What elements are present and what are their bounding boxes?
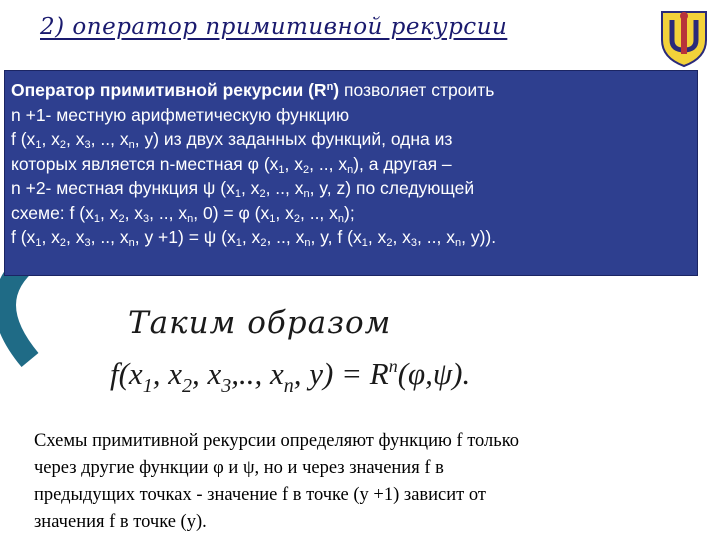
definition-line-4: которых является n-местная φ ($x_1$, $x_2$, .., $x_n$), а другая – bbox=[11, 153, 452, 176]
slide-title: 2) оператор примитивной рекурсии bbox=[40, 14, 508, 40]
definition-line-1: Оператор примитивной рекурсии $(R^n)$ позволяет строить bbox=[11, 80, 495, 100]
explanation-paragraph bbox=[34, 428, 694, 536]
definition-line-6: схеме: f ($x_1$, $x_2$, $x_3$, .., $x_n$, 0) = φ ($x_1$, $x_2$, .., $x_n$); bbox=[11, 202, 355, 225]
university-logo bbox=[656, 6, 712, 68]
definition-line-2: n +1- местную арифметическую функцию bbox=[11, 104, 350, 125]
explanation-line-3: предыдущих точках - значение f в точке (y +1) зависит от bbox=[34, 485, 486, 505]
explanation-line-4: значения f в точке (y). bbox=[34, 512, 207, 532]
explanation-line-1: Схемы примитивной рекурсии определяют функцию f только bbox=[34, 431, 520, 451]
definition-line-3: f ($x_1$, $x_2$, $x_3$, .., $x_n$, y) из двух заданных функций, одна из bbox=[11, 129, 453, 151]
thus-heading: Таким образом bbox=[128, 305, 392, 341]
definition-box bbox=[4, 70, 698, 276]
explanation-line-2: через другие функции φ и ψ, но и через значения f в bbox=[34, 458, 444, 478]
recursion-formula: $f(x_1$, $x_2$, $x_3$,.., $x_n$, $y) = R^n(\varphi,\psi)$. bbox=[110, 356, 471, 397]
definition-line-5: n +2- местная функция ψ ($x_1$, $x_2$, .., $x_n$, y, z) по следующей bbox=[11, 178, 475, 200]
definition-line-7: f ($x_1$, $x_2$, $x_3$, .., $x_n$, y +1) = ψ ($x_1$, $x_2$, .., $x_n$, y, f ($x_1$, $x_2$, $x_3$, .., $x_n$, y)). bbox=[11, 227, 497, 249]
